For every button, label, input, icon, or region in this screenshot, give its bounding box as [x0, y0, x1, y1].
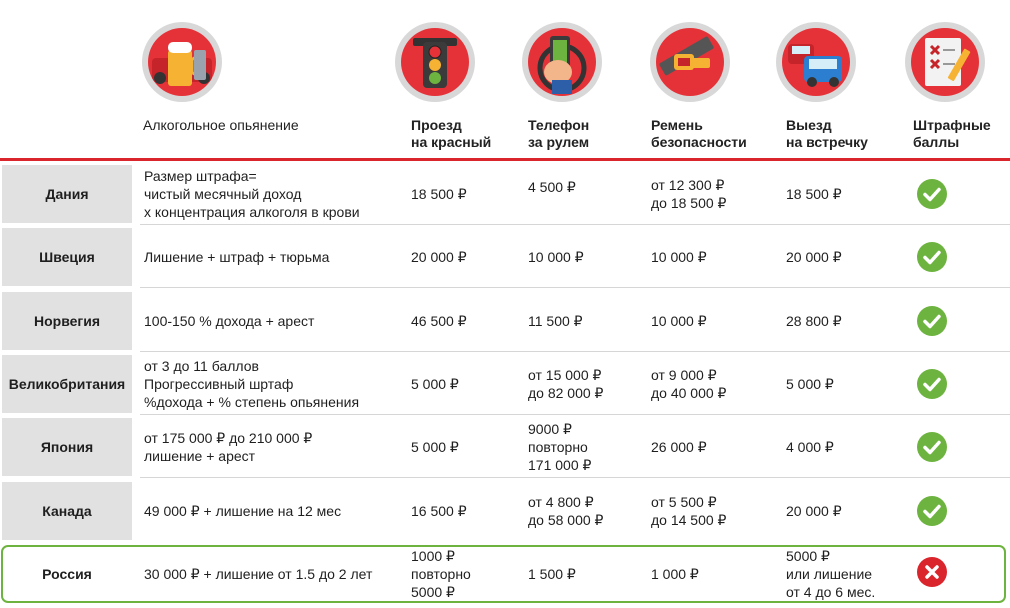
row-divider: [140, 414, 1010, 415]
column-header-line: Проезд: [411, 117, 462, 133]
red-light-cell: [411, 416, 459, 478]
phone-at-wheel-icon: [522, 22, 602, 102]
cell-line: 1000 ₽: [411, 548, 455, 564]
alcohol-cell: [144, 353, 359, 415]
country-label: Дания: [2, 165, 132, 223]
row-divider: [140, 224, 1010, 225]
cell-line: 1 000 ₽: [651, 566, 699, 582]
alcohol-cell: [144, 543, 372, 605]
cell-line: 16 500 ₽: [411, 503, 467, 519]
oncoming-cell: [786, 226, 842, 288]
country-label: Канада: [2, 482, 132, 540]
checklist-icon: [905, 22, 985, 102]
column-header-points: [913, 117, 991, 151]
cell-line: от 15 000 ₽: [528, 367, 602, 383]
phone-cell: [528, 416, 591, 478]
country-label: Великобритания: [2, 355, 132, 413]
column-header-red-light: [411, 117, 491, 151]
seatbelt-cell: [651, 480, 726, 542]
cell-line: 5000 ₽: [411, 584, 455, 600]
cell-line: 5 000 ₽: [411, 376, 459, 392]
row-divider: [140, 477, 1010, 478]
red-light-cell: [411, 543, 471, 605]
column-header-line: Штрафные: [913, 117, 991, 133]
cell-line: повторно: [411, 566, 471, 582]
cell-line: 5 000 ₽: [786, 376, 834, 392]
oncoming-cell: [786, 290, 842, 352]
phone-cell: [528, 226, 584, 288]
phone-cell: [528, 353, 603, 415]
row-divider: [140, 287, 1010, 288]
cell-line: 20 000 ₽: [786, 249, 842, 265]
cell-line: от 175 000 ₽ до 210 000 ₽: [144, 430, 313, 446]
seatbelt-cell: [651, 416, 707, 478]
alcohol-cell: [144, 226, 329, 288]
column-header-line: на встречку: [786, 134, 868, 150]
cell-line: %дохода + % степень опьянения: [144, 394, 360, 410]
oncoming-cell: [786, 543, 875, 605]
column-header-phone: [528, 117, 589, 151]
table-row: [0, 290, 1010, 352]
column-header-line: Ремень: [651, 117, 703, 133]
phone-cell: [528, 543, 576, 605]
alcohol-cell: [144, 290, 314, 352]
cell-line: 10 000 ₽: [651, 249, 707, 265]
traffic-light-icon: [395, 22, 475, 102]
seatbelt-cell: [651, 226, 707, 288]
cell-line: от 3 до 11 баллов: [144, 358, 259, 374]
seatbelt-cell: [651, 353, 726, 415]
seatbelt-icon: [650, 22, 730, 102]
red-light-cell: [411, 290, 467, 352]
column-header-line: безопасности: [651, 134, 747, 150]
cell-line: до 14 500 ₽: [651, 512, 727, 528]
alcohol-cell: [144, 416, 312, 478]
alcohol-cell: [144, 480, 341, 542]
cross-icon: [917, 557, 947, 587]
oncoming-cell: [786, 353, 834, 415]
beer-icon: [142, 22, 222, 102]
column-header-line: за рулем: [528, 134, 590, 150]
cell-line: 18 500 ₽: [786, 186, 842, 202]
header-divider: [0, 158, 1010, 161]
table-row: [0, 163, 1010, 225]
cell-line: чистый месячный доход: [144, 186, 302, 202]
cell-line: 4 500 ₽: [528, 179, 576, 195]
alcohol-cell: [144, 163, 360, 225]
country-label: Япония: [2, 418, 132, 476]
check-icon: [917, 496, 947, 526]
cell-line: 171 000 ₽: [528, 457, 592, 473]
cell-line: 49 000 ₽ + лишение на 12 мес: [144, 503, 342, 519]
cell-line: 20 000 ₽: [786, 503, 842, 519]
column-header-line: Телефон: [528, 117, 590, 133]
cell-line: от 4 800 ₽: [528, 494, 594, 510]
cell-line: до 82 000 ₽: [528, 385, 604, 401]
red-light-cell: [411, 226, 467, 288]
seatbelt-cell: [651, 543, 699, 605]
red-light-cell: [411, 163, 467, 225]
cell-line: до 18 500 ₽: [651, 195, 727, 211]
cell-line: Прогрессивный шртаф: [144, 376, 294, 392]
table-row: [0, 353, 1010, 415]
cell-line: до 40 000 ₽: [651, 385, 727, 401]
oncoming-cell: [786, 163, 842, 225]
table-row: [0, 226, 1010, 288]
cell-line: от 4 до 6 мес.: [786, 584, 876, 600]
seatbelt-cell: [651, 290, 707, 352]
cell-line: 100-150 % дохода + арест: [144, 313, 315, 329]
cell-line: 26 000 ₽: [651, 439, 707, 455]
table-row: [0, 416, 1010, 478]
column-header-line: Алкогольное опьянение: [143, 117, 299, 133]
cell-line: Лишение + штраф + тюрьма: [144, 249, 330, 265]
column-header-line: Выезд: [786, 117, 832, 133]
seatbelt-cell: [651, 163, 726, 225]
country-label: Россия: [42, 566, 92, 582]
column-header-alcohol: [143, 117, 299, 134]
cell-line: до 58 000 ₽: [528, 512, 604, 528]
cell-line: от 9 000 ₽: [651, 367, 717, 383]
cell-line: повторно: [528, 439, 588, 455]
cell-line: 9000 ₽: [528, 421, 572, 437]
oncoming-cell: [786, 416, 834, 478]
oncoming-cars-icon: [776, 22, 856, 102]
cell-line: 10 000 ₽: [651, 313, 707, 329]
row-divider: [140, 351, 1010, 352]
check-icon: [917, 432, 947, 462]
cell-line: 30 000 ₽ + лишение от 1.5 до 2 лет: [144, 566, 373, 582]
cell-line: 11 500 ₽: [528, 313, 583, 329]
cell-line: 10 000 ₽: [528, 249, 584, 265]
cell-line: х концентрация алкоголя в крови: [144, 204, 360, 220]
cell-line: 1 500 ₽: [528, 566, 576, 582]
cell-line: 18 500 ₽: [411, 186, 467, 202]
check-icon: [917, 369, 947, 399]
check-icon: [917, 306, 947, 336]
oncoming-cell: [786, 480, 842, 542]
cell-line: 5 000 ₽: [411, 439, 459, 455]
cell-line: лишение + арест: [144, 448, 256, 464]
table-row: [0, 543, 1010, 605]
country-label: Швеция: [2, 228, 132, 286]
column-header-oncoming: [786, 117, 868, 151]
phone-cell: [528, 290, 583, 352]
cell-line: 5000 ₽: [786, 548, 830, 564]
cell-line: 46 500 ₽: [411, 313, 467, 329]
cell-line: Размер штрафа=: [144, 168, 257, 184]
cell-line: от 12 300 ₽: [651, 177, 725, 193]
column-header-line: баллы: [913, 134, 960, 150]
column-header-seatbelt: [651, 117, 747, 151]
cell-line: 20 000 ₽: [411, 249, 467, 265]
check-icon: [917, 242, 947, 272]
cell-line: от 5 500 ₽: [651, 494, 717, 510]
check-icon: [917, 179, 947, 209]
cell-line: 28 800 ₽: [786, 313, 842, 329]
red-light-cell: [411, 480, 467, 542]
column-header-line: на красный: [411, 134, 492, 150]
cell-line: или лишение: [786, 566, 873, 582]
table-row: [0, 480, 1010, 542]
red-light-cell: [411, 353, 459, 415]
phone-cell: [528, 163, 576, 225]
phone-cell: [528, 480, 603, 542]
cell-line: 4 000 ₽: [786, 439, 834, 455]
country-label: Норвегия: [2, 292, 132, 350]
